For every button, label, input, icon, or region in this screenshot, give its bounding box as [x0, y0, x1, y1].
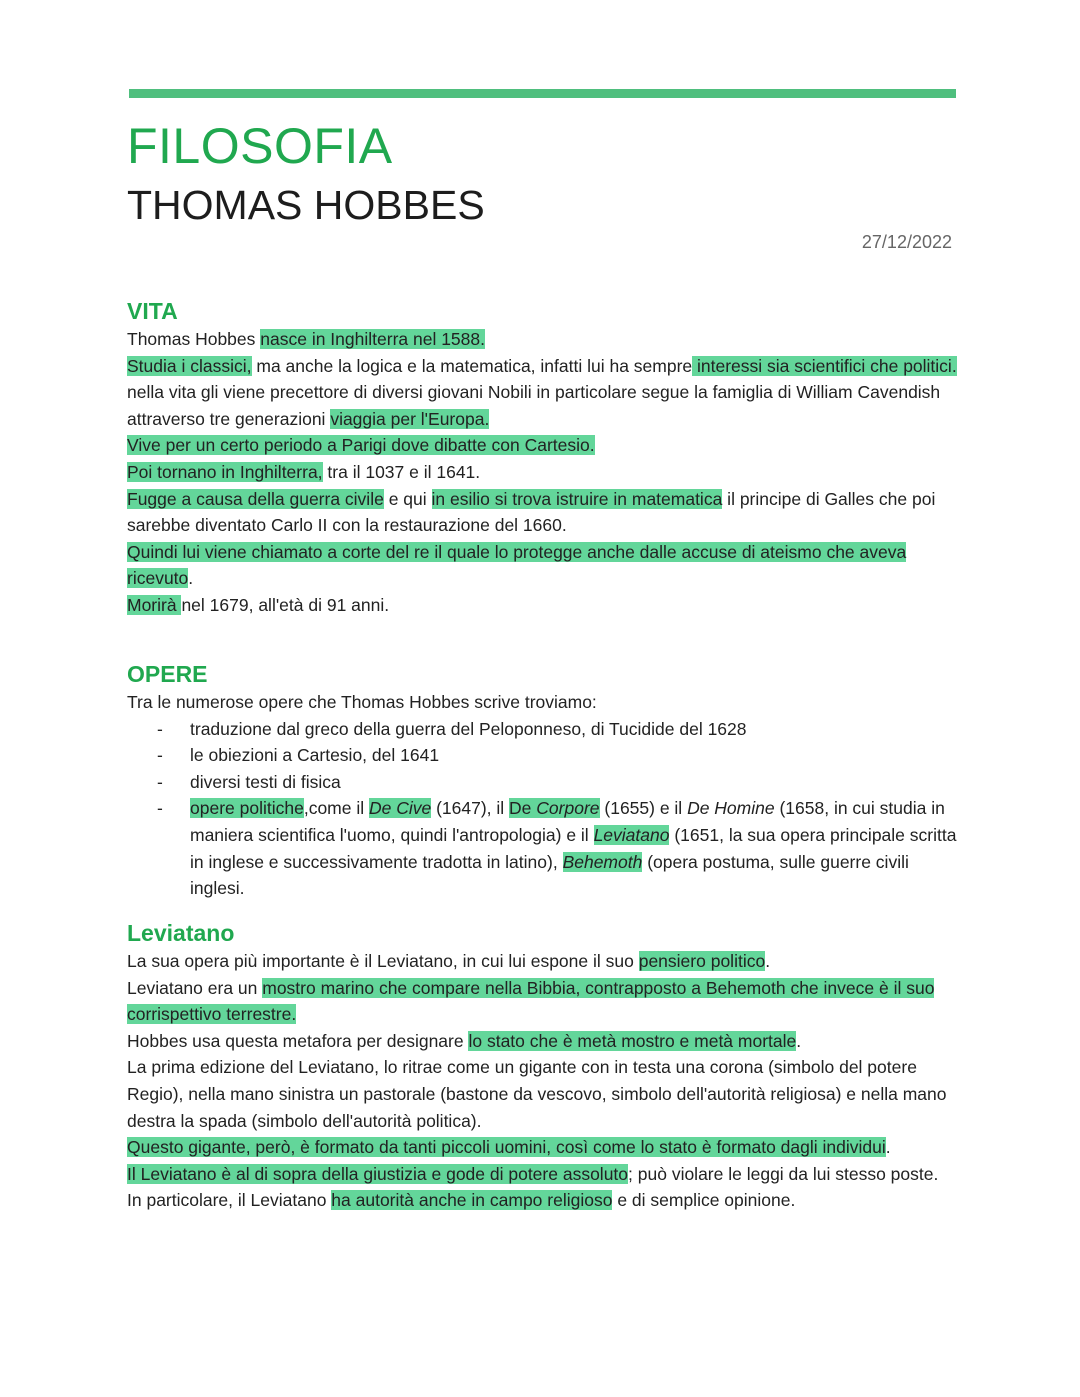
section-leviatano: [127, 918, 957, 1214]
leviatano-paragraph-6: Il Leviatano è al di sopra della giustizia e gode di potere assoluto; può violare le leggi da lui stesso poste.: [127, 1163, 939, 1184]
list-item: - opere politiche,come il De Cive (1647), il De Corpore (1655) e il De Homine (1658, in cui studia in maniera scientifica l'uomo, quindi l'antropologia) e il Leviatano (1651, la sua opera principale scritta in inglese e successivamente tradotta in latino), Behemoth (opera postuma, sulle guerre civili inglesi.: [127, 795, 957, 901]
vita-paragraph-7: Morirà nel 1679, all'età di 91 anni.: [127, 594, 390, 615]
leviatano-paragraph-7: In particolare, il Leviatano ha autorità anche in campo religioso e di semplice opinione.: [127, 1190, 796, 1211]
opere-intro: Tra le numerose opere che Thomas Hobbes scrive troviamo:: [127, 692, 597, 712]
leviatano-paragraph-4: La prima edizione del Leviatano, lo ritrae come un gigante con in testa una corona (simbolo del potere Regio), nella mano sinistra un pastorale (bastone da vescovo, simbolo dell'autorità religiosa) e nella mano destra la spada (simbolo dell'autorità politica).: [127, 1057, 947, 1131]
vita-paragraph-5: Fugge a causa della guerra civile e qui in esilio si trova istruire in matematica il principe di Galles che poi sarebbe diventato Carlo II con la restaurazione del 1660.: [127, 488, 936, 536]
list-item: - diversi testi di fisica: [127, 769, 957, 796]
vita-paragraph-1: Thomas Hobbes nasce in Inghilterra nel 1588.: [127, 329, 485, 349]
vita-paragraph-3: Vive per un certo periodo a Parigi dove dibatte con Cartesio.: [127, 435, 595, 456]
header-rule: [129, 89, 956, 98]
leviatano-paragraph-1: La sua opera più importante è il Leviatano, in cui lui espone il suo pensiero politico.: [127, 951, 771, 971]
leviatano-paragraph-3: Hobbes usa questa metafora per designare lo stato che è metà mostro e metà mortale.: [127, 1030, 802, 1051]
vita-paragraph-4: Poi tornano in Inghilterra, tra il 1037 e il 1641.: [127, 461, 481, 482]
section-vita: [127, 296, 957, 619]
list-item: - traduzione dal greco della guerra del Peloponneso, di Tucidide del 1628: [127, 716, 957, 743]
opere-list: [127, 716, 957, 902]
section-heading-opere: OPERE: [127, 661, 208, 687]
leviatano-paragraph-2: Leviatano era un mostro marino che compare nella Bibbia, contrapposto a Behemoth che invece è il suo corrispettivo terrestre.: [127, 977, 935, 1025]
section-heading-leviatano: Leviatano: [127, 920, 235, 946]
vita-paragraph-2: Studia i classici, ma anche la logica e la matematica, infatti lui ha sempre interessi sia scientifici che politici. nella vita gli viene precettore di diversi giovani Nobili in particolare segue la famiglia di William Cavendish attraverso tre generazioni viaggia per l'Europa.: [127, 355, 957, 429]
page-subtitle: THOMAS HOBBES: [127, 182, 485, 228]
document-date: 27/12/2022: [861, 232, 952, 252]
vita-paragraph-6: Quindi lui viene chiamato a corte del re il quale lo protegge anche dalle accuse di ateismo che aveva ricevuto.: [127, 541, 907, 589]
section-opere: [127, 659, 957, 902]
section-heading-vita: VITA: [127, 298, 178, 324]
list-item: - le obiezioni a Cartesio, del 1641: [127, 742, 957, 769]
page-title: FILOSOFIA: [127, 118, 393, 174]
leviatano-paragraph-5: Questo gigante, però, è formato da tanti piccoli uomini, così come lo stato è formato dagli individui.: [127, 1137, 891, 1158]
